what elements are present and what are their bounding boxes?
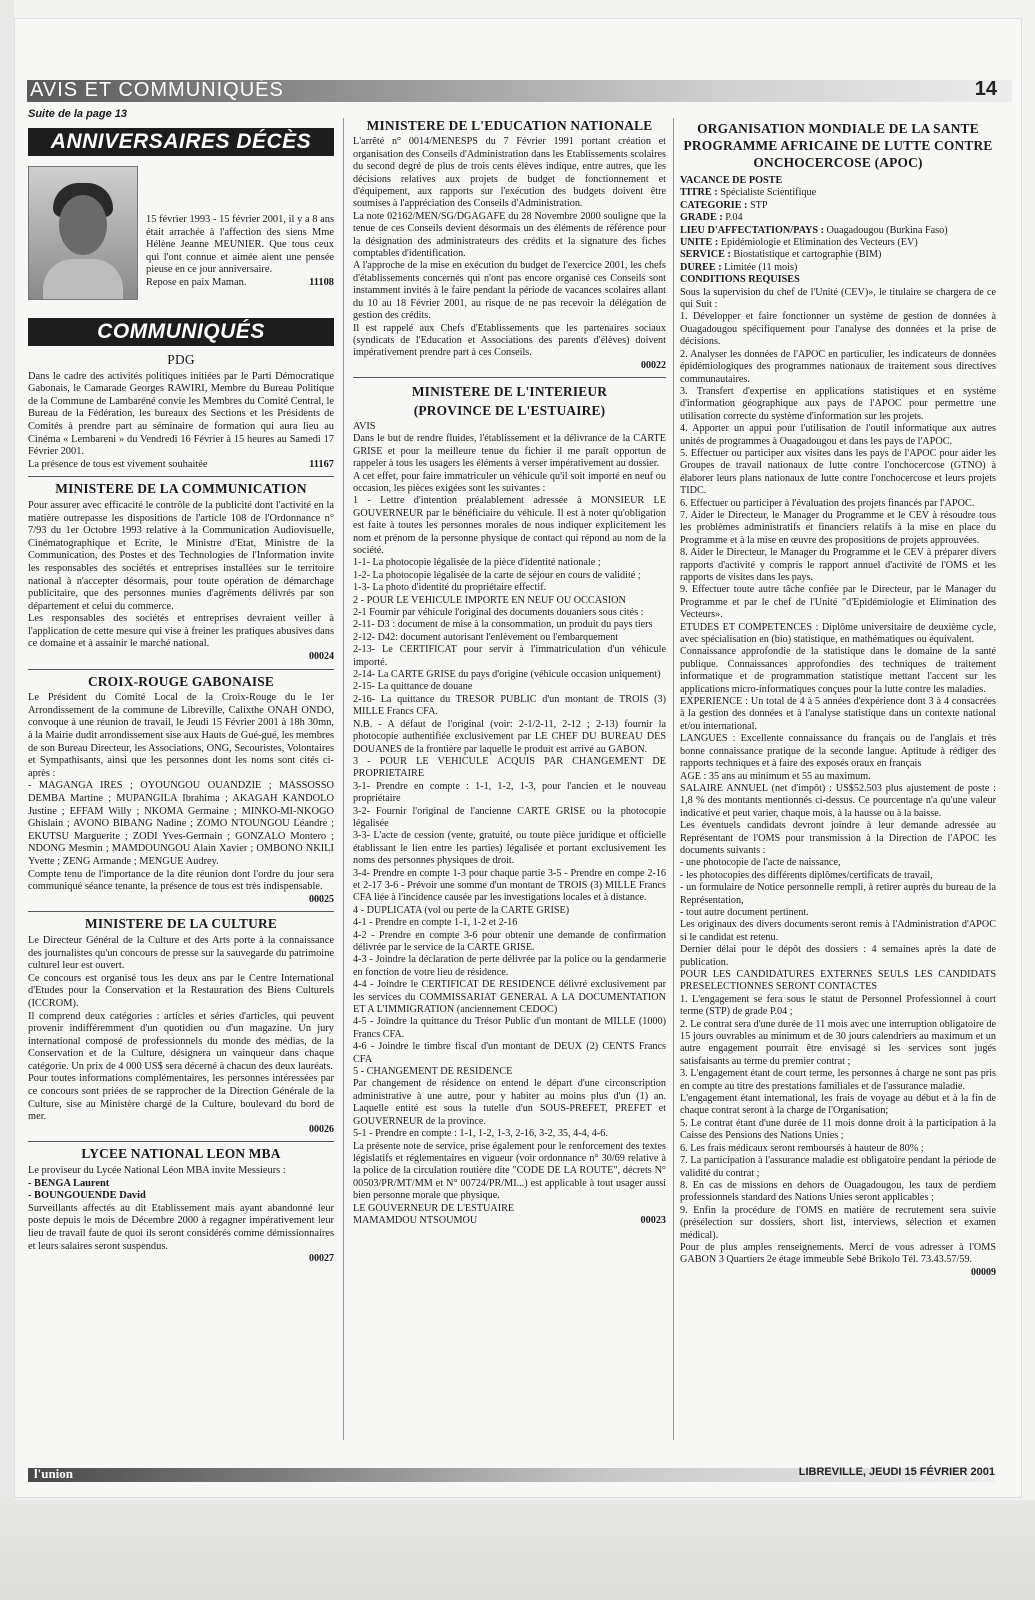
communication-p1: Pour assurer avec efficacité le contrôle de la publicité dont l'activité en la matière outrepasse les dispositions de l'article 108 de l'Ordonnance n° 7/93 du 1er Octobre 1993 relative à la Communication Audiovisuelle, Cinématographique et Ecrite, le Ministre d'Etat, Ministre de la Communication, des Postes et des Technologies de l'Information invite les responsables des sociétés et entreprises installées sur le territoire national à n'accepter désormais, pour toute opération de démarchage publicitaire, que des personnes munies d'agréments délivrés par son département et celui du commerce. bbox=[28, 499, 334, 612]
education-p4: Il est rappelé aux Chefs d'Etablissements que les partenaires sociaux (syndicats de l'Education et Associations des parents d'élèves) doivent impérativement prendre part à ces Conseils. bbox=[353, 322, 666, 359]
oms-unite-value: Epidémiologie et Elimination des Vecteurs (EV) bbox=[720, 237, 918, 249]
oms-cond-2: 2. Le contrat sera d'une durée de 11 mois avec une interruption obligatoire de 15 jours ouvrables au minimum et de 30 jours calendriers au maximum et un autre engagement pourrait être envisagé si les services sont jugés satisfaisants au terme du premier contrat ; bbox=[680, 1018, 996, 1067]
communication-p2: Les responsables des sociétés et entreprises devraient veiller à l'application de cette mesure qui vise à freiner les pratiques abusives dans ce domaine et à assainir le marché national. bbox=[28, 613, 334, 650]
lycee-name-1: - BENGA Laurent bbox=[28, 1177, 110, 1189]
interieur-subheading: (PROVINCE DE L'ESTUAIRE) bbox=[413, 402, 606, 418]
oms-delai: Dernier délai pour le dépôt des dossiers : 4 semaines après la date de publication. bbox=[680, 944, 996, 968]
interieur-sign-2: MAMAMDOU NTSOUMOU bbox=[353, 1214, 478, 1226]
oms-conditions: CONDITIONS REQUISES bbox=[680, 274, 800, 286]
interieur-avis: AVIS bbox=[353, 420, 376, 432]
interieur-l25: Par changement de résidence on entend le départ d'une circonscription administrative à une autre, pour y habiter au moins plus d'un (1) an. Laquelle entité est sous la tutelle d'un SOUS-PREFET, PREFET et GOUVERNEUR de la province. bbox=[353, 1078, 666, 1127]
oms-experience: EXPERIENCE : Un total de 4 à 5 années d'expérience dont 3 à 4 consacrées à la gestion des données et à l'analyse statistique dans un contexte national et/ou international. bbox=[680, 696, 996, 732]
oms-heading: ORGANISATION MONDIALE DE LA SANTE PROGRAMME AFRICAINE DE LUTTE CONTRE ONCHOCERCOSE (APOC) bbox=[683, 121, 993, 170]
interieur-l9: 2-14- La CARTE GRISE du pays d'origine (véhicule occasion uniquement) bbox=[353, 669, 661, 681]
page-fold-shadow bbox=[0, 0, 14, 1600]
culture-heading: MINISTERE DE LA CULTURE bbox=[85, 916, 277, 932]
interieur-l15: 3-3- L'acte de cession (vente, gratuité, ou toute pièce juridique et officielle établissant le lien entre les parties) légalisée et portant exclusivement les noms des personnes physiques de droit. bbox=[353, 830, 666, 867]
communiques-band: COMMUNIQUÉS bbox=[28, 318, 334, 346]
divider bbox=[28, 1141, 334, 1142]
interieur-l14: 3-2- Fournir l'original de l'ancienne CARTE GRISE ou la photocopie légalisée bbox=[353, 805, 666, 829]
interieur-l1: 1-1- La photocopie légalisée de la pièce d'identité nationale ; bbox=[353, 557, 601, 569]
oms-item-2: 2. Analyser les données de l'APOC en particulier, les indicateurs de données épidémiologiques des programmes nationaux de traitement sous directives communautaires. bbox=[680, 348, 996, 385]
culture-p1: Le Directeur Général de la Culture et des Arts porte à la connaissance des journalistes qu'un concours de presse sur la sauvegarde du patrimoine culturel leur est ouvert. bbox=[28, 934, 335, 972]
oms-item-8: 8. Aider le Directeur, le Manager du Programme et le CEV à préparer divers rapports d'activité y compris le rapport annuel d'activité de l'OMS et les rapports de visites dans les pays. bbox=[680, 547, 996, 583]
oms-pour: POUR LES CANDIDATURES EXTERNES SEULS LES CANDIDATS PRESELECTIONNES SERONT CONTACTES bbox=[680, 969, 996, 993]
interieur-l22: 4-5 - Joindre la quittance du Trésor Public d'un montant de MILLE (1000) Francs CFA. bbox=[353, 1016, 666, 1040]
anniversaire-closing: Repose en paix Maman. bbox=[146, 276, 247, 288]
oms-service-label: SERVICE : bbox=[680, 249, 731, 261]
oms-etudes: ETUDES ET COMPETENCES : Diplôme universitaire de deuxième cycle, avec spécialisation en (bio) statistique, en mathématiques ou équivalent. bbox=[680, 621, 996, 646]
education-heading: MINISTERE DE L'EDUCATION NATIONALE bbox=[366, 118, 653, 133]
pdg-ref: 11167 bbox=[309, 458, 334, 470]
oms-cond-5: 5. Le contrat étant d'une durée de 11 mois donne droit à la participation à la Caisse des Pensions des Nations Unies ; bbox=[680, 1117, 996, 1142]
communication-heading: MINISTERE DE LA COMMUNICATION bbox=[55, 481, 307, 497]
oms-cat-value: STP bbox=[750, 199, 768, 211]
oms-salaire: SALAIRE ANNUEL (net d'impôt) : US$52.503 plus ajustement de poste : 1,8 % des montants mentionnés ci-dessus. Ce pourcentage n'a qu'une valeur indicative et peut varier, chaque mois, à la hausse ou à la baisse. bbox=[680, 782, 996, 819]
oms-contact: Pour de plus amples renseignements. Merci de vous adresser à l'OMS GABON 3 Quartiers 2e étage immeuble Sebé Brikolo Tél. 73.43.57/59. bbox=[680, 1241, 996, 1266]
interieur-l20: 4-3 - Joindre la déclaration de perte délivrée par la police ou la gendarmerie en fonction de votre lieu de résidence. bbox=[353, 954, 666, 978]
interieur-sign-1: LE GOUVERNEUR DE L'ESTUAIRE bbox=[353, 1202, 515, 1214]
oms-cond-7: 7. La participation à l'assurance maladie est obligatoire pendant la période de validité du contrat ; bbox=[680, 1155, 996, 1179]
divider bbox=[353, 377, 666, 378]
oms-duree-value: Limitée (11 mois) bbox=[724, 261, 798, 273]
interieur-l7: 2-12- D42: document autorisant l'enlèvement ou l'embarquement bbox=[353, 631, 619, 643]
oms-lieu-value: Ouagadougou (Burkina Faso) bbox=[826, 224, 948, 236]
oms-item-6: 6. Effectuer ou participer à l'évaluation des projets financés par l'APOC. bbox=[680, 497, 975, 509]
interieur-l18: 4-1 - Prendre en compte 1-1, 1-2 et 2-16 bbox=[353, 917, 518, 929]
lycee-ref: 00027 bbox=[309, 1253, 334, 1265]
oms-cond-6: 6. Les frais médicaux seront remboursés à hauteur de 80% ; bbox=[680, 1142, 924, 1154]
interieur-l12: 3 - POUR LE VEHICULE ACQUIS PAR CHANGEMENT DE PROPRIETAIRE bbox=[353, 755, 666, 780]
oms-doc-3: - un formulaire de Notice personnelle rempli, à retirer auprès du bureau de la Représentation, bbox=[680, 882, 996, 906]
pdg-heading: PDG bbox=[167, 352, 195, 367]
oms-duree-label: DUREE : bbox=[680, 261, 722, 273]
interieur-l10: 2-15- La quittance de douane bbox=[353, 681, 473, 693]
oms-service-value: Biostatistique et cartographie (BIM) bbox=[733, 249, 882, 261]
interieur-l27: La présente note de service, prise également pour le renforcement des textes législatifs et réglementaires en vigueur (voir ordonnance n° 30/69 relative à la police de la circulation routière dite "CODE DE LA ROUTE", décrets N° 00503/PR/MT/MM et N° 00724/PR/MI...) est applicable à tout usager aussi bien personne morale que physique. bbox=[353, 1140, 666, 1202]
interieur-l24: 5 - CHANGEMENT DE RESIDENCE bbox=[353, 1066, 513, 1078]
croix-rouge-p1: Le Président du Comité Local de la Croix-Rouge du le 1er Arrondissement de la commune de Libreville, Calixthe ONAH ONDO, convoque à une réunion de travail, le Jeudi 15 Février 2001 à 18h 30mn, à la Mairie dudit arrondissement sise aux Hauts de Gué-gué, les membres de son Bureau Directeur, les Associations, ONG, Secouristes, Volontaires et Sympathisants, ainsi que les personnes dont les noms sont cités ci-après : bbox=[28, 692, 334, 779]
oms-cond-9: 9. Enfin la procédure de l'OMS en matière de recrutement sera suivie (présélection sur dossiers, short list, interviews, sélection et examen médical). bbox=[680, 1204, 996, 1241]
oms-cond-8: 8. En cas de missions en dehors de Ouagadougou, les taux de perdiem professionnels standard des Nations Unies seront applicables ; bbox=[680, 1179, 996, 1204]
oms-age: AGE : 35 ans au minimum et 55 au maximum. bbox=[680, 770, 871, 782]
portrait-photo bbox=[28, 166, 138, 300]
anniversaire-notice bbox=[28, 156, 334, 304]
oms-doc-1: - une photocopie de l'acte de naissance, bbox=[680, 857, 841, 869]
croix-rouge-heading: CROIX-ROUGE GABONAISE bbox=[87, 673, 275, 689]
oms-item-7: 7. Aider le Directeur, le Manager du Programme et le CEV à résoudre tous les problèmes administratifs et financiers relatifs à la mise en place du Programme et à la mise en œuvre des propositions de projets approuvées. bbox=[680, 509, 996, 546]
column-right bbox=[680, 118, 996, 1279]
interieur-l4: 2 - POUR LE VEHICULE IMPORTE EN NEUF OU OCCASION bbox=[353, 594, 626, 606]
interieur-l2: 1-2- La photocopie légalisée de la carte de séjour en cours de validité ; bbox=[353, 569, 641, 581]
oms-cond-1: 1. L'engagement se fera sous le statut de Personnel Professionnel à court terme (STP) de grade P.04 ; bbox=[680, 993, 996, 1018]
oms-candidats: Les éventuels candidats devront joindre à leur demande adressée au Représentant de l'OMS pour transmission à la Direction de l'APOC les documents suivants : bbox=[680, 820, 996, 856]
oms-originaux: Les originaux des divers documents seront remis à l'Administration d'APOC si le candidat est retenu. bbox=[680, 919, 996, 943]
oms-connaissance: Connaissance approfondie de la statistique dans le domaine de la santé publique. Connaissances approfondies des techniques de traitement informatique et de programmation statistique mettant l'accent sur les applications micro-informatiques conçues pour la lutte contre les maladies. bbox=[680, 646, 996, 695]
oms-grade-value: P.04 bbox=[725, 212, 743, 224]
oms-item-1: 1. Développer et faire fonctionner un système de gestion de données à Ouagadougou spécifiquement pour l'analyse des données et la prise de décisions. bbox=[680, 311, 996, 348]
interieur-l17: 4 - DUPLICATA (vol ou perte de la CARTE GRISE) bbox=[353, 904, 570, 916]
culture-p3: Il comprend deux catégories : articles et séries d'articles, qui peuvent provenir indifféremment d'un quotidien ou d'un magazine. Un jury international composé de professionnels du monde des médias, de la Conservation et de la Culture, désignera un vainqueur dans chaque catégorie. Un prix de 4 000 US$ sera décerné à chacun des deux lauréats. bbox=[28, 1010, 334, 1072]
interieur-l16: 3-4- Prendre en compte 1-3 pour chaque partie 3-5 - Prendre en compe 2-16 et 2-17 3-6 - Prévoir une somme d'un montant de TROIS (3) MILLE Francs CFA liée à l'incidence causée par les investigations locales et à distance. bbox=[353, 867, 666, 904]
divider bbox=[28, 669, 334, 670]
education-p3: A l'approche de la mise en exécution du budget de l'exercice 2001, les chefs d'établissements concernés qui n'ont pas encore organisé ces Conseils sont instamment invités à le faire pendant la période de vacances scolaires allant du 10 au 18 Février 2001, au risque de ne pas recevoir la délégation de gestion des crédits. bbox=[353, 260, 666, 322]
oms-item-4: 4. Apporter un appui pour l'utilisation de l'outil informatique aux autres unités de programmes à Ouagadougou et dans les pays de l'APOC. bbox=[680, 423, 996, 447]
interieur-p1: Dans le but de rendre fluides, l'établissement et la délivrance de la CARTE GRISE et pour la meilleure tenue du fichier il me paraît opportun de rappeler à tous les usagers les éléments à verser impérativement au dossier. bbox=[353, 433, 666, 470]
education-p1: L'arrêté n° 0014/MENESPS du 7 Février 1991 portant création et organisation des Conseils d'Administration dans les Etablissements scolaires du second degré de plus de trois cents élèves indique, entre autres, que les décisions relatives aux projets de budget de fonctionnement et d'équipement, aux rapports sur l'exécution des budgets doivent être soumises à l'appréciation des Conseils d'Administration. bbox=[353, 136, 666, 210]
anniversaires-band: ANNIVERSAIRES DÉCÈS bbox=[28, 128, 334, 156]
interieur-l8: 2-13- Le CERTIFICAT pour servir à l'immatriculation d'un véhicule importé. bbox=[353, 644, 666, 668]
lycee-heading: LYCEE NATIONAL LEON MBA bbox=[81, 1146, 281, 1162]
column-divider bbox=[343, 118, 344, 1440]
masthead-logo: l'union bbox=[34, 1466, 74, 1481]
oms-unite-label: UNITE : bbox=[680, 237, 719, 249]
anniversaire-ref: 11108 bbox=[309, 276, 334, 288]
interieur-p3: 1 - Lettre d'intention préalablement adressée à MONSIEUR LE GOUVERNEUR par le bénéficiaire du véhicule. Il est à noter qu'obligation est faite à toutes les personnes morales de nous indiquer explicitement les nom et prénom de la personne physique de contact qui répond au nom de la société. bbox=[353, 495, 666, 556]
pdg-closing: La présence de tous est vivement souhaitée bbox=[28, 458, 208, 470]
column-middle bbox=[353, 118, 666, 1227]
oms-titre-value: Spécialiste Scientifique bbox=[720, 187, 817, 199]
interieur-l13: 3-1- Prendre en compte : 1-1, 1-2, 1-3, pour l'ancien et le nouveau propriétaire bbox=[353, 780, 666, 805]
communication-ref: 00024 bbox=[309, 651, 334, 663]
oms-ref: 00009 bbox=[971, 1266, 996, 1278]
interieur-ref: 00023 bbox=[640, 1214, 666, 1226]
lycee-p1: Le proviseur du Lycée National Léon MBA invite Messieurs : bbox=[28, 1165, 286, 1177]
anniversaire-text: 15 février 1993 - 15 février 2001, il y a 8 ans était arrachée à l'affection des siens Mme Hélène Jeanne MEUNIER. Que tous ceux qui l'ont connue et aimée aient une pensée pieuse en ce jour anniversaire. bbox=[146, 214, 334, 276]
interieur-l5: 2-1 Fournir par véhicule l'original des documents douaniers sous cités : bbox=[353, 607, 644, 619]
oms-intro: Sous la supervision du chef de l'Unité (CEV)», le titulaire se chargera de ce qui Suit : bbox=[680, 286, 996, 311]
continuation-note: Suite de la page 13 bbox=[28, 108, 128, 120]
oms-item-3: 3. Transfert d'expertise en applications statistiques et en système d'information géographique aux pays de l'APOC pour permettre une utilisation correcte du système d'information sur les projets. bbox=[680, 385, 996, 422]
interieur-l6: 2-11- D3 : document de mise à la consommation, un produit du pays tiers bbox=[353, 619, 653, 631]
oms-titre-label: TITRE : bbox=[680, 187, 718, 199]
interieur-l19: 4-2 - Prendre en compte 3-6 pour obtenir une demande de confirmation délivrée par le service de la CARTE GRISE. bbox=[353, 929, 666, 953]
interieur-nb: N.B. - A défaut de l'original (voir: 2-1/2-11, 2-12 ; 2-13) fournir la photocopie authentifiée exclusivement par LE CHEF DU BUREAU DES DOUANES de la frontière par laquelle le produit est arrivé au GABON. bbox=[353, 718, 666, 755]
croix-rouge-p2: - MAGANGA IRES ; OYOUNGOU OUANDZIE ; MASSOSSO DEMBA Martine ; MUPANGILA Ibrahima ; AKAGAH KANDOLO Justine ; EFFAM Willy ; NKOMA Germaine ; MINKO-MI-NKOGO Ghislain ; AVONO BIBANG Nadine ; ZOMO NTOUNGOU Léandre ; EKUTSU Marguerite ; ZODI Yves-Germain ; GONZALO Montero ; NDONG Mesmin ; MAMDOUNGOU Alain Xavier ; OMBONO NKILI Yvette ; ZENG Armande ; MENGUE Audrey. bbox=[28, 780, 334, 867]
oms-langues: LANGUES : Excellente connaissance du français ou de l'anglais et très bonne connaissance pratique de la seconde langue. Aptitude à rédiger des rapports techniques et à faire des exposés oraux en français bbox=[680, 733, 996, 770]
croix-rouge-ref: 00025 bbox=[309, 893, 334, 905]
interieur-l26: 5-1 - Prendre en compte : 1-1, 1-2, 1-3, 2-16, 3-2, 35, 4-4, 4-6. bbox=[353, 1128, 608, 1140]
croix-rouge-p3: Compte tenu de l'importance de la dite réunion dont l'ordre du jour sera communiqué séance tenante, la présence de tous est très indispensable. bbox=[28, 868, 334, 893]
interieur-l11: 2-16- La quittance du TRESOR PUBLIC d'un montant de TROIS (3) MILLE Francs CFA. bbox=[353, 693, 666, 718]
education-p2: La note 02162/MEN/SG/DGAGAFE du 28 Novembre 2000 souligne que la tenue de ces Conseils devient désormais un des éléments de référence pour la désignation des administrateurs des crédits et la signature des fiches comptables d'identification. bbox=[353, 210, 666, 260]
interieur-heading: MINISTERE DE L'INTERIEUR bbox=[411, 384, 608, 400]
lycee-name-2: - BOUNGOUENDE David bbox=[28, 1190, 146, 1202]
oms-cat-label: CATEGORIE : bbox=[680, 199, 748, 211]
oms-cond-3: 3. L'engagement étant de court terme, les personnes à charge ne sont pas pris en compte au titre des prestations familiales et de l'assurance maladie. bbox=[680, 1068, 996, 1092]
lycee-p2: Surveillants affectés au dit Etablissement mais ayant abandonné leur poste depuis le mois de Décembre 2000 à regagner impérativement leur lieu de travail faute de quoi ils seront considérés comme démissionnaires et leurs salaires seront suspendus. bbox=[28, 1202, 334, 1252]
oms-vacance: VACANCE DE POSTE bbox=[680, 175, 783, 186]
column-left bbox=[28, 118, 334, 1266]
culture-ref: 00026 bbox=[309, 1123, 334, 1135]
interieur-l3: 1-3- La photo d'identité du propriétaire effectif. bbox=[353, 582, 547, 594]
oms-doc-4: - tout autre document pertinent. bbox=[680, 906, 809, 918]
culture-p2: Ce concours est organisé tous les deux ans par le Centre International d'Etudes pour la Conservation et la Restauration des Biens Culturels (ICCROM). bbox=[28, 972, 334, 1009]
oms-item-9: 9. Effectuer toute autre tâche confiée par le Directeur, par le Manager du Programme et par le chef de l'Unité "d'Epidémiologie et Elimination des Vecteurs». bbox=[680, 584, 996, 621]
oms-grade-label: GRADE : bbox=[680, 212, 723, 224]
oms-lieu-label: LIEU D'AFFECTATION/PAYS : bbox=[680, 224, 824, 236]
interieur-l21: 4-4 - Joindre le CERTIFICAT DE RESIDENCE délivré exclusivement par les services du COMMISSARIAT GENERAL A LA DOCUMENTATION ET A L'IMMIGRATION (anciennement CEDOC) bbox=[353, 979, 666, 1016]
pdg-text: Dans le cadre des activités politiques initiées par le Parti Démocratique Gabonais, le Camarade Georges RAWIRI, Membre du Bureau Politique de la Commune de Lambaréné convie les Membres du Comité Central, le Bureau de la Fédération, les bureaux des Sections et les Présidents de Comités à prendre part au séminaire de formation qui aura lieu au Cinéma « Lembareni » du Vendredi 16 Février à 15 heures au Samedi 17 Février 2001. bbox=[28, 370, 334, 458]
column-divider bbox=[673, 118, 674, 1440]
table-surface bbox=[0, 1500, 1035, 1600]
interieur-p2: A cet effet, pour faire immatriculer un véhicule qu'il soit importé en neuf ou occasion, les pièces exigées sont les suivantes : bbox=[353, 470, 666, 494]
oms-cond-3b: L'engagement étant international, les frais de voyage au début et à la fin de chaque contrat seront à la charge de l'Organisation; bbox=[680, 1093, 996, 1117]
section-title: AVIS ET COMMUNIQUÉS bbox=[30, 79, 284, 101]
oms-item-5: 5. Effectuer ou participer aux visites dans les pays de l'APOC pour aider les Groupes de travail nationaux de lutte contre l'onchocercose (GTNO) à élaborer leurs plans nationaux de lutte contre l'onchocercose et leurs projets TIDC. bbox=[680, 447, 996, 497]
culture-p4: Pour toutes informations complémentaires, les personnes intéressées par ce concours sont priées de se rapprocher de la Direction Générale de la Culture, sise au Ministère chargé de la Culture, boulevard du bord de mer. bbox=[28, 1073, 334, 1123]
footer-dateline: LIBREVILLE, JEUDI 15 FÉVRIER 2001 bbox=[798, 1466, 995, 1478]
education-ref: 00022 bbox=[641, 359, 666, 371]
interieur-l23: 4-6 - Joindre le timbre fiscal d'un montant de DEUX (2) CENTS Francs CFA bbox=[353, 1041, 666, 1065]
divider bbox=[28, 911, 334, 912]
oms-doc-2: - les photocopies des différents diplômes/certificats de travail, bbox=[680, 869, 933, 881]
page-number: 14 bbox=[974, 78, 997, 100]
divider bbox=[28, 476, 334, 477]
